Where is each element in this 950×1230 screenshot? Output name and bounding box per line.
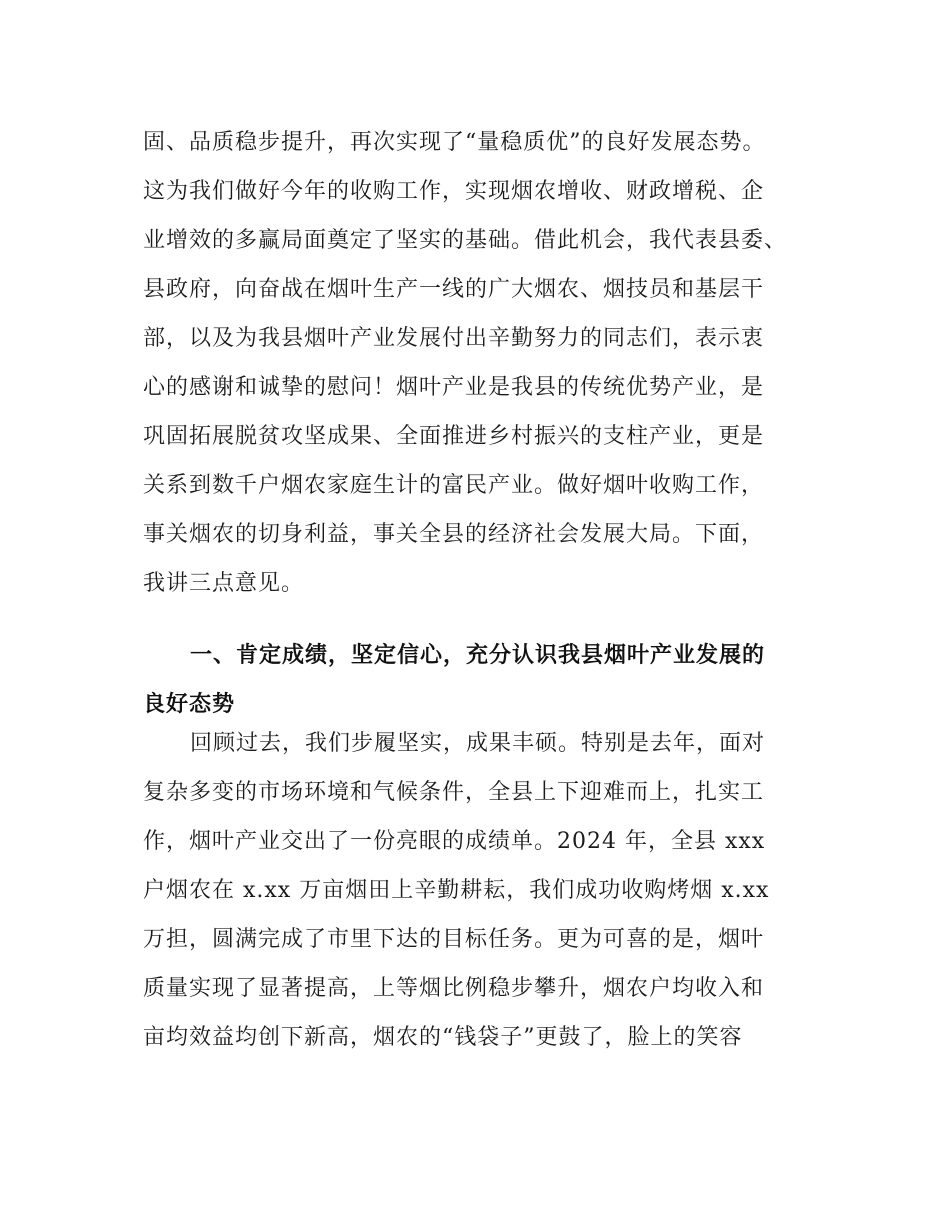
text-line: 巩固拓展脱贫攻坚成果、全面推进乡村振兴的支柱产业，更是 (143, 424, 765, 449)
heading-line: 良好态势 (143, 692, 236, 717)
text-line: 固、品质稳步提升，再次实现了“量稳质优”的良好发展态势。 (143, 130, 766, 155)
text-line: 万担，圆满完成了市里下达的目标任务。更为可喜的是，烟叶 (143, 927, 765, 952)
text-line: 户烟农在 x.xx 万亩烟田上辛勤耕耘，我们成功收购烤烟 x.xx (143, 878, 770, 903)
text-line: 亩均效益均创下新高，烟农的“钱袋子”更鼓了，脸上的笑容 (143, 1025, 743, 1050)
text-line: 部，以及为我县烟叶产业发展付出辛勤努力的同志们，表示衷 (143, 326, 765, 351)
text-line: 回顾过去，我们步履坚实，成果丰硕。特别是去年，面对 (190, 731, 766, 756)
text-line: 心的感谢和诚挚的慰问！烟叶产业是我县的传统优势产业，是 (143, 375, 765, 400)
text-line: 事关烟农的切身利益，事关全县的经济社会发展大局。下面， (143, 522, 765, 547)
text-line: 业增效的多赢局面奠定了坚实的基础。借此机会，我代表县委、 (143, 228, 788, 253)
text-line: 质量实现了显著提高，上等烟比例稳步攀升，烟农户均收入和 (143, 976, 765, 1001)
text-line: 这为我们做好今年的收购工作，实现烟农增收、财政增税、企 (143, 179, 765, 204)
text-line: 作，烟叶产业交出了一份亮眼的成绩单。2024 年，全县 xxx (143, 829, 766, 854)
heading-line: 一、肯定成绩，坚定信心，充分认识我县烟叶产业发展的 (190, 643, 766, 668)
text-line: 我讲三点意见。 (143, 571, 305, 596)
text-line: 关系到数千户烟农家庭生计的富民产业。做好烟叶收购工作， (143, 473, 765, 498)
text-line: 县政府，向奋战在烟叶生产一线的广大烟农、烟技员和基层干 (143, 277, 765, 302)
text-line: 复杂多变的市场环境和气候条件，全县上下迎难而上，扎实工 (143, 780, 765, 805)
